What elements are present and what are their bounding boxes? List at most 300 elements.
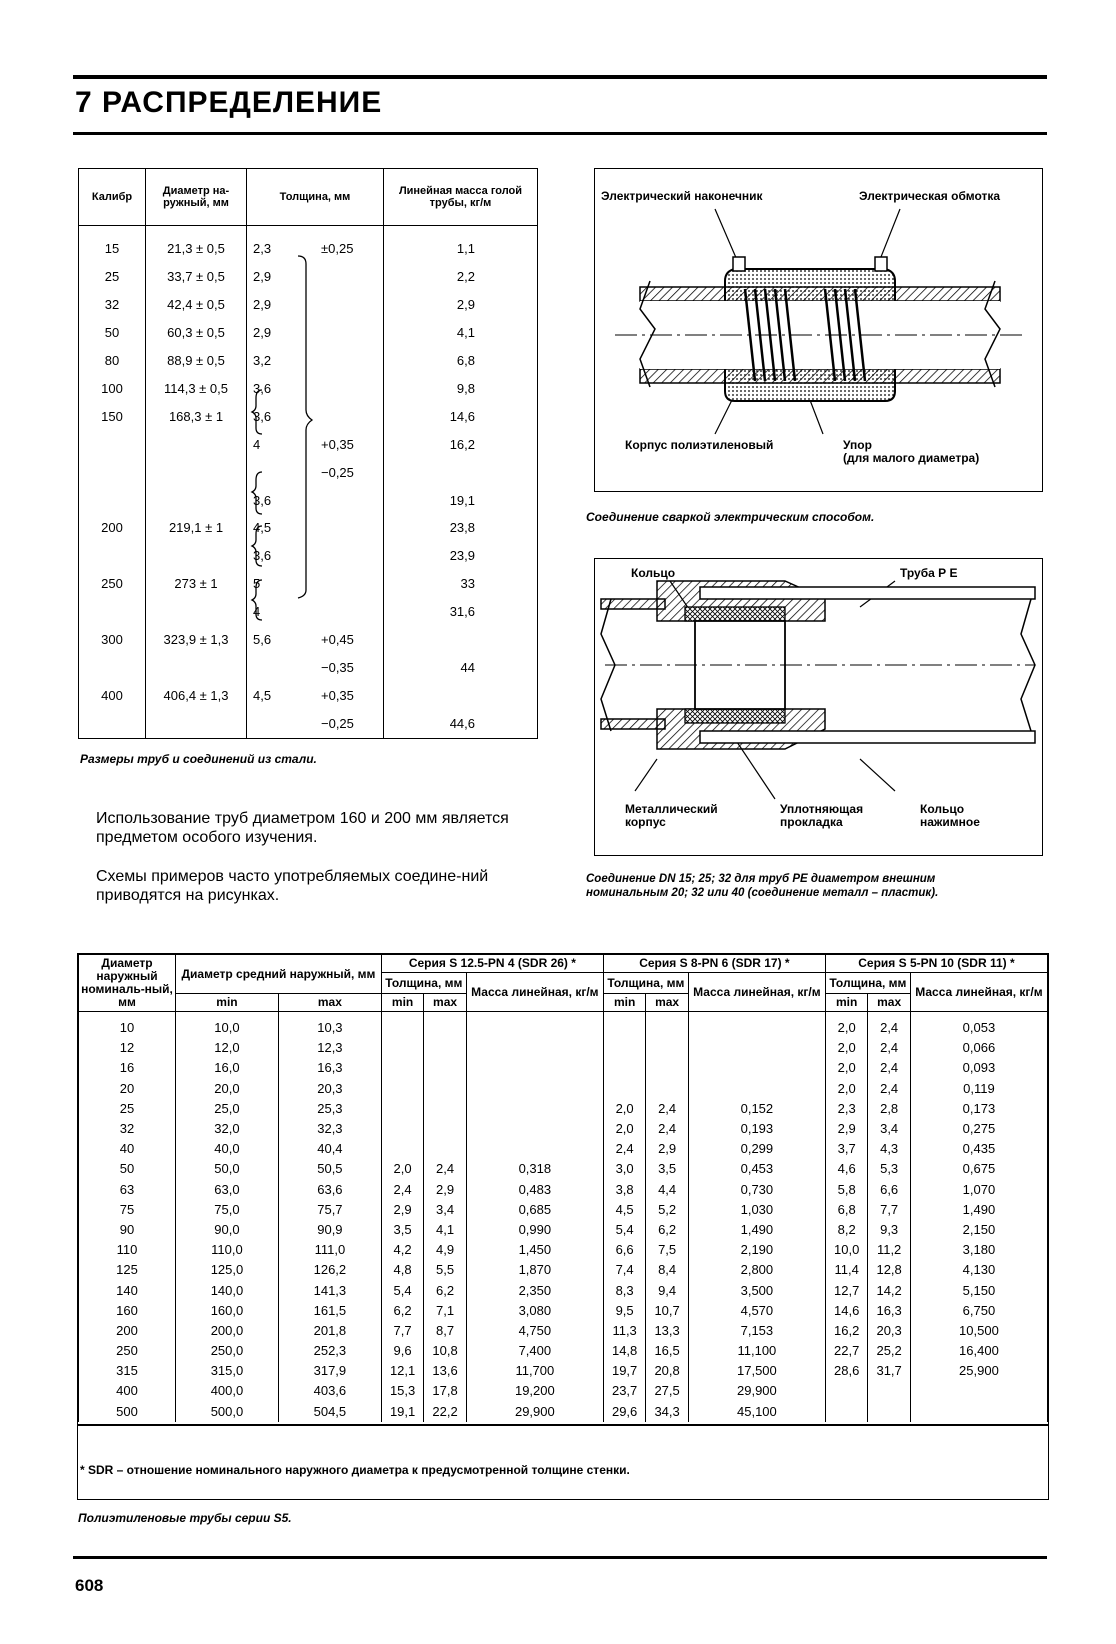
label-seal: Уплотняющая (780, 802, 864, 816)
cell-thickness (247, 682, 384, 710)
cell-dn: 25 (79, 1099, 176, 1119)
cell-s8-min: 29,6 (603, 1402, 645, 1422)
tolerance-value: −0,35 (321, 660, 354, 676)
cell-s125-mass: 1,450 (466, 1240, 603, 1260)
cell-s125-min: 12,1 (381, 1361, 423, 1381)
pe-table-row (79, 1012, 1048, 1039)
cell-caliber: 300 (79, 626, 146, 654)
pe-table-row (79, 1402, 1048, 1422)
cell-s125-min (381, 1119, 423, 1139)
cell-avg-max: 16,3 (278, 1058, 381, 1078)
cell-avg-max: 75,7 (278, 1200, 381, 1220)
cell-caliber: 80 (79, 346, 146, 374)
cell-s8-min: 7,4 (603, 1260, 645, 1280)
cell-s5-mass: 16,400 (910, 1341, 1047, 1361)
cell-dn: 140 (79, 1280, 176, 1300)
cell-s125-mass: 0,318 (466, 1159, 603, 1179)
cell-avg-min: 75,0 (176, 1200, 279, 1220)
pe-table-row (79, 1038, 1048, 1058)
thickness-value: 5,6 (253, 632, 272, 648)
cell-s125-max (424, 1038, 466, 1058)
label-metal-body-2: корпус (625, 815, 666, 829)
cell-s125-mass (466, 1012, 603, 1039)
cell-s5-max: 2,4 (868, 1012, 910, 1039)
cell-s125-min (381, 1079, 423, 1099)
cell-dn: 400 (79, 1381, 176, 1401)
thickness-value: 3,2 (253, 352, 272, 368)
cell-s125-min: 4,2 (381, 1240, 423, 1260)
cell-s125-min: 2,4 (381, 1180, 423, 1200)
cell-s5-min: 11,4 (825, 1260, 867, 1280)
cell-s125-mass (466, 1119, 603, 1139)
cell-s5-max: 3,4 (868, 1119, 910, 1139)
tolerance-value: −0,25 (321, 464, 354, 480)
cell-s5-mass: 0,066 (910, 1038, 1047, 1058)
cell-s125-mass: 0,685 (466, 1200, 603, 1220)
cell-outer-diameter: 219,1 ± 1 (146, 514, 247, 542)
cell-outer-diameter: 42,4 ± 0,5 (146, 290, 247, 318)
cell-avg-min: 500,0 (176, 1402, 279, 1422)
cell-s125-min (381, 1012, 423, 1039)
cell-dn: 125 (79, 1260, 176, 1280)
cell-s125-mass (466, 1058, 603, 1078)
pe-table-row (79, 1180, 1048, 1200)
cell-dn: 32 (79, 1119, 176, 1139)
cell-s8-min: 23,7 (603, 1381, 645, 1401)
steel-table-caption: Размеры труб и соединений из стали. (80, 752, 317, 766)
cell-s5-max: 2,4 (868, 1079, 910, 1099)
cell-avg-max: 40,4 (278, 1139, 381, 1159)
cell-s5-mass: 0,173 (910, 1099, 1047, 1119)
paragraph-2: Схемы примеров часто употребляемых соедине-ний приводятся на рисунках. (96, 868, 489, 904)
cell-avg-max: 403,6 (278, 1381, 381, 1401)
col-header-series-2: Серия S 8-PN 6 (SDR 17) * (603, 955, 825, 973)
cell-s8-mass: 11,100 (688, 1341, 825, 1361)
cell-linear-mass: 23,8 (384, 514, 538, 542)
cell-s5-mass: 0,053 (910, 1012, 1047, 1039)
footnote-rule (78, 1424, 1048, 1426)
cell-s8-max: 9,4 (646, 1280, 688, 1300)
cell-s125-max (424, 1079, 466, 1099)
cell-s125-min (381, 1139, 423, 1159)
cell-avg-max: 63,6 (278, 1180, 381, 1200)
cell-avg-min: 16,0 (176, 1058, 279, 1078)
thickness-value: 5 (253, 576, 261, 592)
pe-pipe-table-frame (77, 953, 1049, 1500)
cell-s125-min: 3,5 (381, 1220, 423, 1240)
cell-s8-mass (688, 1079, 825, 1099)
cell-avg-max: 90,9 (278, 1220, 381, 1240)
cell-caliber (79, 598, 146, 626)
cell-s5-max: 2,8 (868, 1099, 910, 1119)
cell-s125-mass: 1,870 (466, 1260, 603, 1280)
cell-outer-diameter: 323,9 ± 1,3 (146, 626, 247, 654)
cell-s125-mass (466, 1038, 603, 1058)
thickness-value: 2,9 (253, 268, 272, 284)
label-pressure-ring: Кольцо (920, 802, 965, 816)
col-header-max: max (278, 994, 381, 1012)
thickness-value: 3,6 (253, 492, 272, 508)
cell-s5-mass: 0,435 (910, 1139, 1047, 1159)
cell-caliber (79, 542, 146, 570)
cell-s8-mass: 0,730 (688, 1180, 825, 1200)
col-header-max: max (424, 994, 466, 1012)
cell-caliber: 50 (79, 318, 146, 346)
cell-avg-min: 315,0 (176, 1361, 279, 1381)
cell-dn: 12 (79, 1038, 176, 1058)
header-rule (73, 132, 1047, 135)
cell-s8-min (603, 1012, 645, 1039)
cell-avg-min: 160,0 (176, 1301, 279, 1321)
steel-table-row (79, 682, 538, 710)
pe-table-row (79, 1280, 1048, 1300)
cell-s125-min: 5,4 (381, 1280, 423, 1300)
cell-s125-max (424, 1058, 466, 1078)
cell-caliber: 25 (79, 262, 146, 290)
label-electric-winding: Электрическая обмотка (859, 189, 1001, 203)
pe-table-row (79, 1321, 1048, 1341)
cell-caliber: 100 (79, 374, 146, 402)
cell-s5-max: 16,3 (868, 1301, 910, 1321)
col-header-series-3: Серия S 5-PN 10 (SDR 11) * (825, 955, 1047, 973)
cell-s5-mass: 0,119 (910, 1079, 1047, 1099)
cell-s5-max: 9,3 (868, 1220, 910, 1240)
thickness-value: 3,6 (253, 408, 272, 424)
thickness-value: 3,6 (253, 380, 272, 396)
cell-linear-mass: 44 (384, 654, 538, 682)
cell-s8-min (603, 1058, 645, 1078)
cell-s8-mass: 29,900 (688, 1381, 825, 1401)
cell-s125-max (424, 1139, 466, 1159)
cell-avg-min: 400,0 (176, 1381, 279, 1401)
cell-s5-min: 22,7 (825, 1341, 867, 1361)
label-stop: Упор (843, 438, 872, 452)
steel-table-row (79, 710, 538, 739)
cell-s8-mass: 1,030 (688, 1200, 825, 1220)
cell-s5-mass: 1,070 (910, 1180, 1047, 1200)
cell-avg-max: 317,9 (278, 1361, 381, 1381)
thickness-value: 3,6 (253, 548, 272, 564)
cell-s125-mass: 2,350 (466, 1280, 603, 1300)
col-header-nominal-diameter: Диаметр наружный номиналь-ный, мм (79, 955, 176, 1012)
cell-s8-min: 2,0 (603, 1119, 645, 1139)
cell-s8-min: 19,7 (603, 1361, 645, 1381)
cell-caliber: 150 (79, 402, 146, 430)
pe-table-row (79, 1301, 1048, 1321)
cell-s8-mass: 0,152 (688, 1099, 825, 1119)
cell-s125-max: 4,1 (424, 1220, 466, 1240)
cell-s5-mass: 25,900 (910, 1361, 1047, 1381)
cell-dn: 110 (79, 1240, 176, 1260)
label-pe-body: Корпус полиэтиленовый (625, 438, 774, 452)
pe-table-caption: Полиэтиленовые трубы серии S5. (78, 1511, 292, 1525)
cell-avg-min: 250,0 (176, 1341, 279, 1361)
cell-s5-mass: 5,150 (910, 1280, 1047, 1300)
pe-pipe-table (78, 954, 1048, 1422)
cell-s5-max: 12,8 (868, 1260, 910, 1280)
cell-s5-max: 5,3 (868, 1159, 910, 1179)
cell-s125-mass: 19,200 (466, 1381, 603, 1401)
cell-s125-max: 3,4 (424, 1200, 466, 1220)
cell-s8-mass: 1,490 (688, 1220, 825, 1240)
cell-dn: 200 (79, 1321, 176, 1341)
cell-avg-max: 111,0 (278, 1240, 381, 1260)
cell-s125-min: 15,3 (381, 1381, 423, 1401)
cell-caliber (79, 486, 146, 514)
cell-s8-mass: 2,800 (688, 1260, 825, 1280)
cell-caliber: 400 (79, 682, 146, 710)
cell-s8-max: 4,4 (646, 1180, 688, 1200)
cell-s5-max: 11,2 (868, 1240, 910, 1260)
cell-s125-max: 17,8 (424, 1381, 466, 1401)
cell-avg-max: 201,8 (278, 1321, 381, 1341)
cell-s5-min (825, 1381, 867, 1401)
cell-s8-mass: 2,190 (688, 1240, 825, 1260)
thickness-value: 2,9 (253, 324, 272, 340)
cell-dn: 50 (79, 1159, 176, 1179)
cell-avg-max: 10,3 (278, 1012, 381, 1039)
cell-s5-max: 6,6 (868, 1180, 910, 1200)
cell-s8-max: 5,2 (646, 1200, 688, 1220)
cell-s5-min: 2,0 (825, 1079, 867, 1099)
cell-s125-mass (466, 1139, 603, 1159)
cell-s5-max: 2,4 (868, 1058, 910, 1078)
cell-s5-mass: 1,490 (910, 1200, 1047, 1220)
cell-s125-mass: 0,990 (466, 1220, 603, 1240)
pe-table-row (79, 1240, 1048, 1260)
cell-s5-mass: 4,130 (910, 1260, 1047, 1280)
cell-s8-max: 16,5 (646, 1341, 688, 1361)
cell-s125-min (381, 1038, 423, 1058)
pe-table-row (79, 1341, 1048, 1361)
cell-avg-max: 252,3 (278, 1341, 381, 1361)
cell-linear-mass: 23,9 (384, 542, 538, 570)
cell-linear-mass: 1,1 (384, 226, 538, 263)
paragraph-1: Использование труб диаметром 160 и 200 мм является предметом особого изучения. (96, 810, 509, 846)
cell-thickness (247, 654, 384, 682)
cell-avg-min: 200,0 (176, 1321, 279, 1341)
cell-linear-mass: 9,8 (384, 374, 538, 402)
cell-dn: 160 (79, 1301, 176, 1321)
cell-s125-max (424, 1099, 466, 1119)
cell-s125-max: 2,9 (424, 1180, 466, 1200)
col-header-thickness: Толщина, мм (247, 169, 384, 226)
cell-thickness (247, 626, 384, 654)
cell-outer-diameter (146, 598, 247, 626)
figure2-caption-line1: Соединение DN 15; 25; 32 для труб РЕ диаметром внешним (586, 873, 936, 885)
cell-linear-mass (384, 626, 538, 654)
tolerance-value: +0,35 (321, 688, 354, 704)
cell-s125-min: 2,9 (381, 1200, 423, 1220)
cell-s125-max: 5,5 (424, 1260, 466, 1280)
cell-avg-min: 125,0 (176, 1260, 279, 1280)
cell-outer-diameter: 168,3 ± 1 (146, 402, 247, 430)
pe-table-row (79, 1139, 1048, 1159)
cell-s5-min: 2,0 (825, 1038, 867, 1058)
cell-outer-diameter (146, 710, 247, 739)
cell-caliber: 200 (79, 514, 146, 542)
cell-outer-diameter: 33,7 ± 0,5 (146, 262, 247, 290)
tolerance-value: +0,35 (321, 436, 354, 452)
cell-s125-mass: 0,483 (466, 1180, 603, 1200)
cell-s8-max (646, 1038, 688, 1058)
cell-s125-max: 7,1 (424, 1301, 466, 1321)
steel-table-row (79, 626, 538, 654)
cell-s5-min: 2,3 (825, 1099, 867, 1119)
cell-s5-min: 16,2 (825, 1321, 867, 1341)
col-header-series-1: Серия S 12.5-PN 4 (SDR 26) * (381, 955, 603, 973)
cell-outer-diameter: 114,3 ± 0,5 (146, 374, 247, 402)
cell-outer-diameter (146, 458, 247, 486)
cell-s8-mass: 4,570 (688, 1301, 825, 1321)
cell-s5-mass (910, 1381, 1047, 1401)
col-header-linear-mass: Линейная масса голой трубы, кг/м (384, 169, 538, 226)
cell-s8-max: 2,4 (646, 1119, 688, 1139)
cell-avg-min: 140,0 (176, 1280, 279, 1300)
cell-avg-min: 50,0 (176, 1159, 279, 1179)
thickness-value: 4,5 (253, 688, 272, 704)
cell-s8-min (603, 1038, 645, 1058)
cell-s8-max (646, 1079, 688, 1099)
cell-linear-mass: 19,1 (384, 486, 538, 514)
cell-s8-max: 10,7 (646, 1301, 688, 1321)
cell-s5-mass: 0,275 (910, 1119, 1047, 1139)
cell-linear-mass (384, 458, 538, 486)
cell-outer-diameter: 406,4 ± 1,3 (146, 682, 247, 710)
cell-avg-min: 90,0 (176, 1220, 279, 1240)
cell-s5-min: 2,9 (825, 1119, 867, 1139)
cell-s5-min: 3,7 (825, 1139, 867, 1159)
cell-s8-max: 6,2 (646, 1220, 688, 1240)
cell-s125-mass (466, 1079, 603, 1099)
cell-dn: 500 (79, 1402, 176, 1422)
cell-thickness (247, 710, 384, 739)
cell-s5-max (868, 1381, 910, 1401)
cell-s5-max: 20,3 (868, 1321, 910, 1341)
cell-s8-mass: 0,453 (688, 1159, 825, 1179)
cell-avg-min: 40,0 (176, 1139, 279, 1159)
cell-s5-max (868, 1402, 910, 1422)
col-header-avg-diameter: Диаметр средний наружный, мм (176, 955, 382, 994)
cell-s8-min: 3,8 (603, 1180, 645, 1200)
cell-outer-diameter (146, 486, 247, 514)
cell-avg-max: 141,3 (278, 1280, 381, 1300)
cell-s125-mass: 29,900 (466, 1402, 603, 1422)
cell-linear-mass: 16,2 (384, 430, 538, 458)
pe-table-row (79, 1058, 1048, 1078)
cell-s8-min: 2,4 (603, 1139, 645, 1159)
cell-s8-min: 11,3 (603, 1321, 645, 1341)
cell-s8-max: 2,9 (646, 1139, 688, 1159)
pe-table-row (79, 1200, 1048, 1220)
cell-s5-mass (910, 1402, 1047, 1422)
thickness-value: 4 (253, 604, 261, 620)
cell-s8-max: 7,5 (646, 1240, 688, 1260)
cell-caliber: 15 (79, 226, 146, 263)
cell-avg-min: 63,0 (176, 1180, 279, 1200)
pe-table-row (79, 1119, 1048, 1139)
figure-electrofusion (594, 168, 1043, 492)
cell-s8-min (603, 1079, 645, 1099)
cell-caliber (79, 458, 146, 486)
cell-s5-max: 31,7 (868, 1361, 910, 1381)
cell-dn: 20 (79, 1079, 176, 1099)
cell-s125-min: 6,2 (381, 1301, 423, 1321)
cell-linear-mass: 4,1 (384, 318, 538, 346)
cell-caliber (79, 430, 146, 458)
pe-table-row (79, 1079, 1048, 1099)
cell-s5-max: 2,4 (868, 1038, 910, 1058)
col-header-max: max (868, 994, 910, 1012)
cell-s8-mass: 0,299 (688, 1139, 825, 1159)
cell-s125-mass: 7,400 (466, 1341, 603, 1361)
cell-s5-max: 7,7 (868, 1200, 910, 1220)
cell-dn: 250 (79, 1341, 176, 1361)
cell-s125-min: 19,1 (381, 1402, 423, 1422)
cell-s5-min (825, 1402, 867, 1422)
cell-s5-min: 5,8 (825, 1180, 867, 1200)
col-header-mass-2: Масса линейная, кг/м (688, 973, 825, 1012)
cell-s8-max (646, 1058, 688, 1078)
label-electric-tip: Электрический наконечник (601, 189, 763, 203)
pe-table-row (79, 1099, 1048, 1119)
cell-s8-min: 5,4 (603, 1220, 645, 1240)
cell-dn: 16 (79, 1058, 176, 1078)
cell-avg-max: 25,3 (278, 1099, 381, 1119)
col-header-thickness-3: Толщина, мм (825, 973, 910, 994)
label-seal-2: прокладка (780, 815, 843, 829)
cell-s125-mass (466, 1099, 603, 1119)
cell-s8-mass: 17,500 (688, 1361, 825, 1381)
cell-s8-max: 34,3 (646, 1402, 688, 1422)
cell-outer-diameter: 60,3 ± 0,5 (146, 318, 247, 346)
cell-s5-min: 14,6 (825, 1301, 867, 1321)
cell-s125-max: 6,2 (424, 1280, 466, 1300)
cell-s5-min: 8,2 (825, 1220, 867, 1240)
pe-table-row (79, 1220, 1048, 1240)
cell-s8-mass: 7,153 (688, 1321, 825, 1341)
cell-linear-mass: 6,8 (384, 346, 538, 374)
cell-s125-max: 10,8 (424, 1341, 466, 1361)
col-header-mass-3: Масса линейная, кг/м (910, 973, 1047, 1012)
cell-s5-max: 4,3 (868, 1139, 910, 1159)
cell-outer-diameter (146, 542, 247, 570)
cell-s8-max: 3,5 (646, 1159, 688, 1179)
cell-s5-mass: 10,500 (910, 1321, 1047, 1341)
cell-linear-mass: 31,6 (384, 598, 538, 626)
label-ring: Кольцо (631, 566, 676, 580)
thickness-value: 4 (253, 436, 261, 452)
thickness-value: 2,3 (253, 240, 272, 256)
col-header-mass-1: Масса линейная, кг/м (466, 973, 603, 1012)
cell-avg-max: 161,5 (278, 1301, 381, 1321)
cell-s125-mass: 3,080 (466, 1301, 603, 1321)
cell-s125-min (381, 1099, 423, 1119)
cell-caliber (79, 654, 146, 682)
cell-outer-diameter: 88,9 ± 0,5 (146, 346, 247, 374)
cell-s5-min: 2,0 (825, 1012, 867, 1039)
cell-s8-mass (688, 1038, 825, 1058)
cell-avg-max: 50,5 (278, 1159, 381, 1179)
label-pe-pipe: Труба Р Е (900, 566, 958, 580)
cell-s125-min: 2,0 (381, 1159, 423, 1179)
cell-s8-mass (688, 1012, 825, 1039)
cell-linear-mass: 14,6 (384, 402, 538, 430)
cell-dn: 10 (79, 1012, 176, 1039)
cell-linear-mass: 44,6 (384, 710, 538, 739)
tolerance-value: −0,25 (321, 716, 354, 732)
cell-outer-diameter (146, 654, 247, 682)
